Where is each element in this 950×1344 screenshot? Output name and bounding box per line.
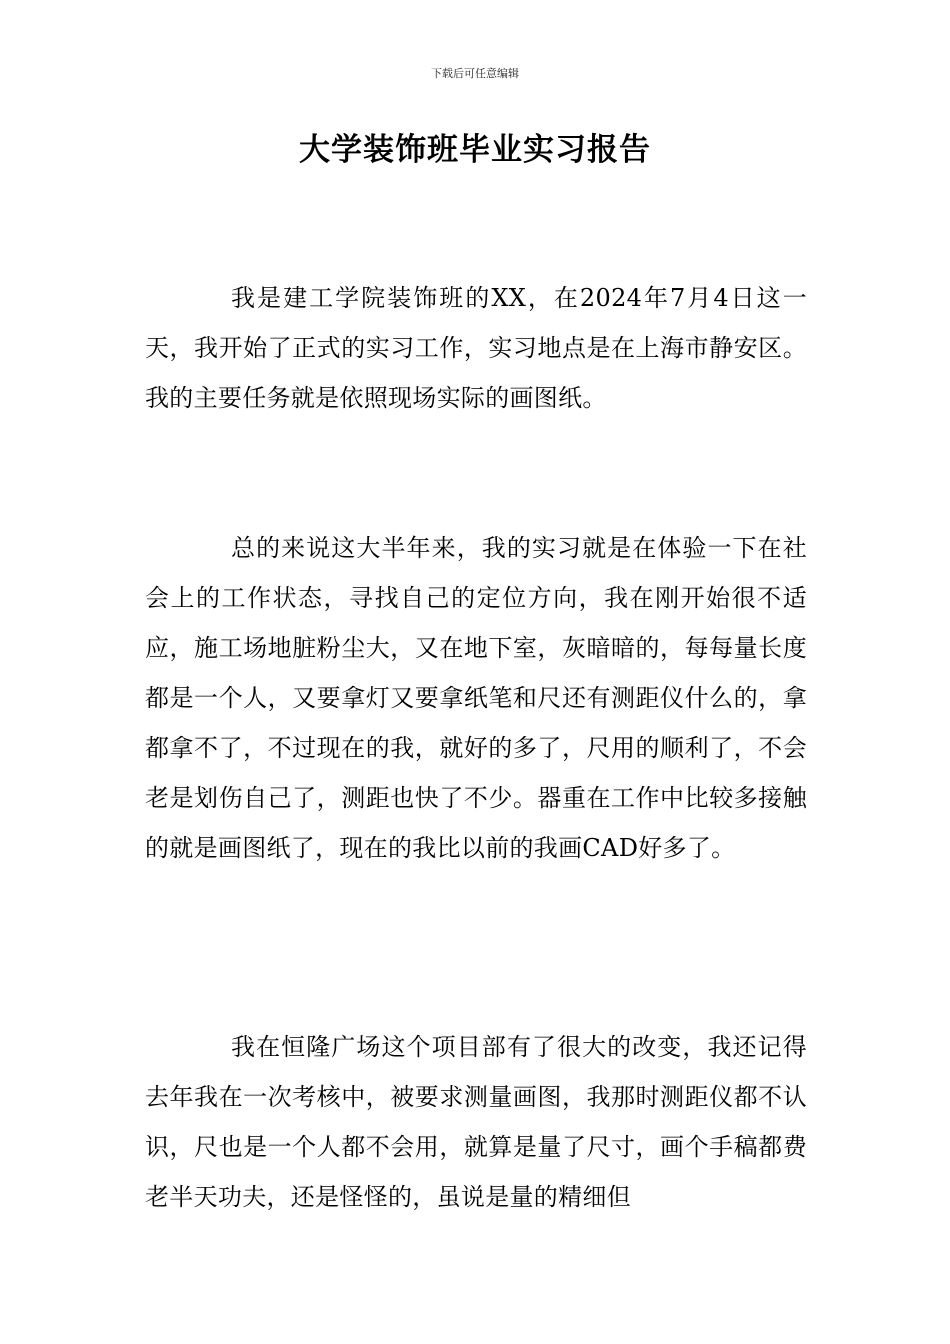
header-note: 下载后可任意编辑	[431, 67, 519, 80]
document-title: 大学装饰班毕业实习报告	[299, 132, 651, 168]
paragraph-3: 我在恒隆广场这个项目部有了很大的改变，我还记得去年我在一次考核中，被要求测量画图，我那时测距仪都不认识，尺也是一个人都不会用，就算是量了尺寸，画个手稿都费老半天功夫，还是怪怪的，虽说是量的精细但	[145, 1033, 807, 1211]
paragraph-2: 总的来说这大半年来，我的实习就是在体验一下在社会上的工作状态，寻找自己的定位方向，我在刚开始很不适应，施工场地脏粉尘大，又在地下室，灰暗暗的，每每量长度都是一个人，又要拿灯又要拿纸笔和尺还有测距仪什么的，拿都拿不了，不过现在的我，就好的多了，尺用的顺利了，不会老是划伤自己了，测距也快了不少。器重在工作中比较多接触的就是画图纸了，现在的我比以前的我画CAD好多了。	[145, 534, 807, 862]
paragraph-1: 我是建工学院装饰班的XX，在2024年7月4日这一天，我开始了正式的实习工作，实习地点是在上海市静安区。我的主要任务就是依照现场实际的画图纸。	[145, 284, 807, 412]
